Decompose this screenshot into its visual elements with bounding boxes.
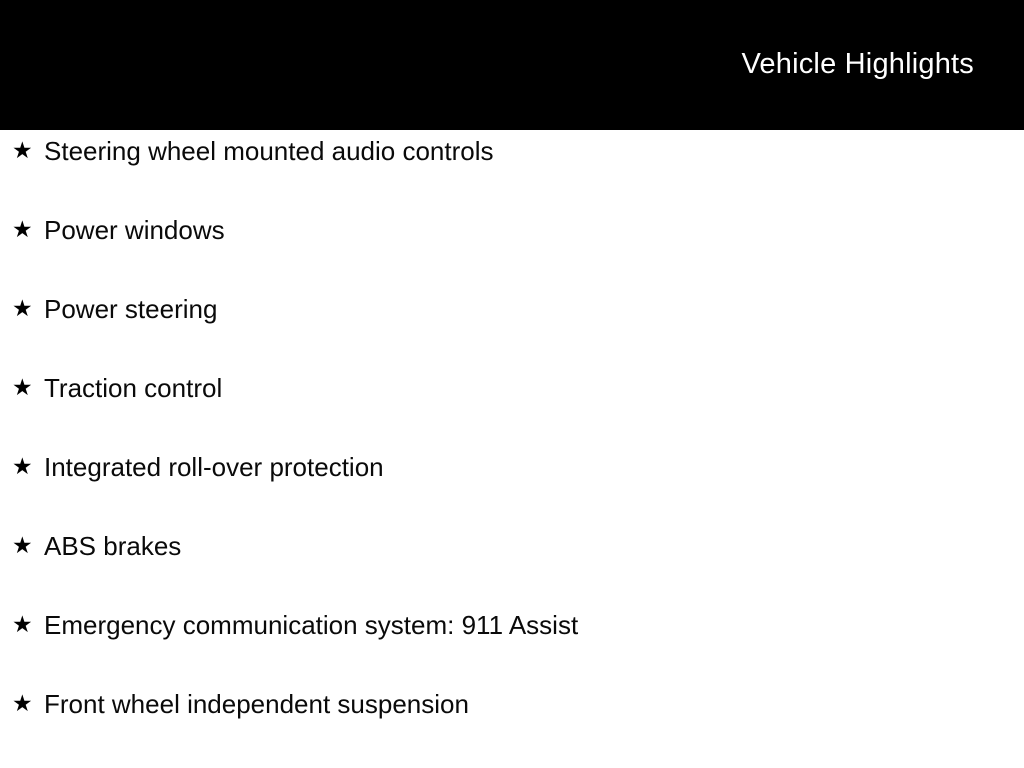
star-icon: ★: [12, 217, 33, 243]
list-item: [0, 288, 1024, 367]
header-bar: [0, 0, 1024, 130]
list-item: [0, 209, 1024, 288]
star-icon: ★: [12, 375, 33, 401]
feature-label: Traction control: [44, 373, 223, 403]
feature-label: Power windows: [44, 215, 225, 245]
feature-label: Steering wheel mounted audio controls: [44, 136, 494, 166]
list-item: [0, 525, 1024, 604]
star-icon: ★: [12, 691, 33, 717]
feature-label: ABS brakes: [44, 531, 182, 561]
list-item: [0, 367, 1024, 446]
star-icon: ★: [12, 296, 33, 322]
list-item: [0, 130, 1024, 209]
page-title: Vehicle Highlights: [741, 48, 974, 80]
feature-label: Power steering: [44, 294, 218, 324]
feature-label: Front wheel independent suspension: [44, 689, 469, 719]
star-icon: ★: [12, 454, 33, 480]
vehicle-highlights-list: [0, 130, 1024, 762]
star-icon: ★: [12, 612, 33, 638]
list-item: [0, 604, 1024, 683]
star-icon: ★: [12, 138, 33, 164]
list-item: [0, 446, 1024, 525]
feature-label: Emergency communication system: 911 Assist: [44, 610, 579, 640]
star-icon: ★: [12, 533, 33, 559]
feature-label: Integrated roll-over protection: [44, 452, 384, 482]
list-item: [0, 683, 1024, 762]
